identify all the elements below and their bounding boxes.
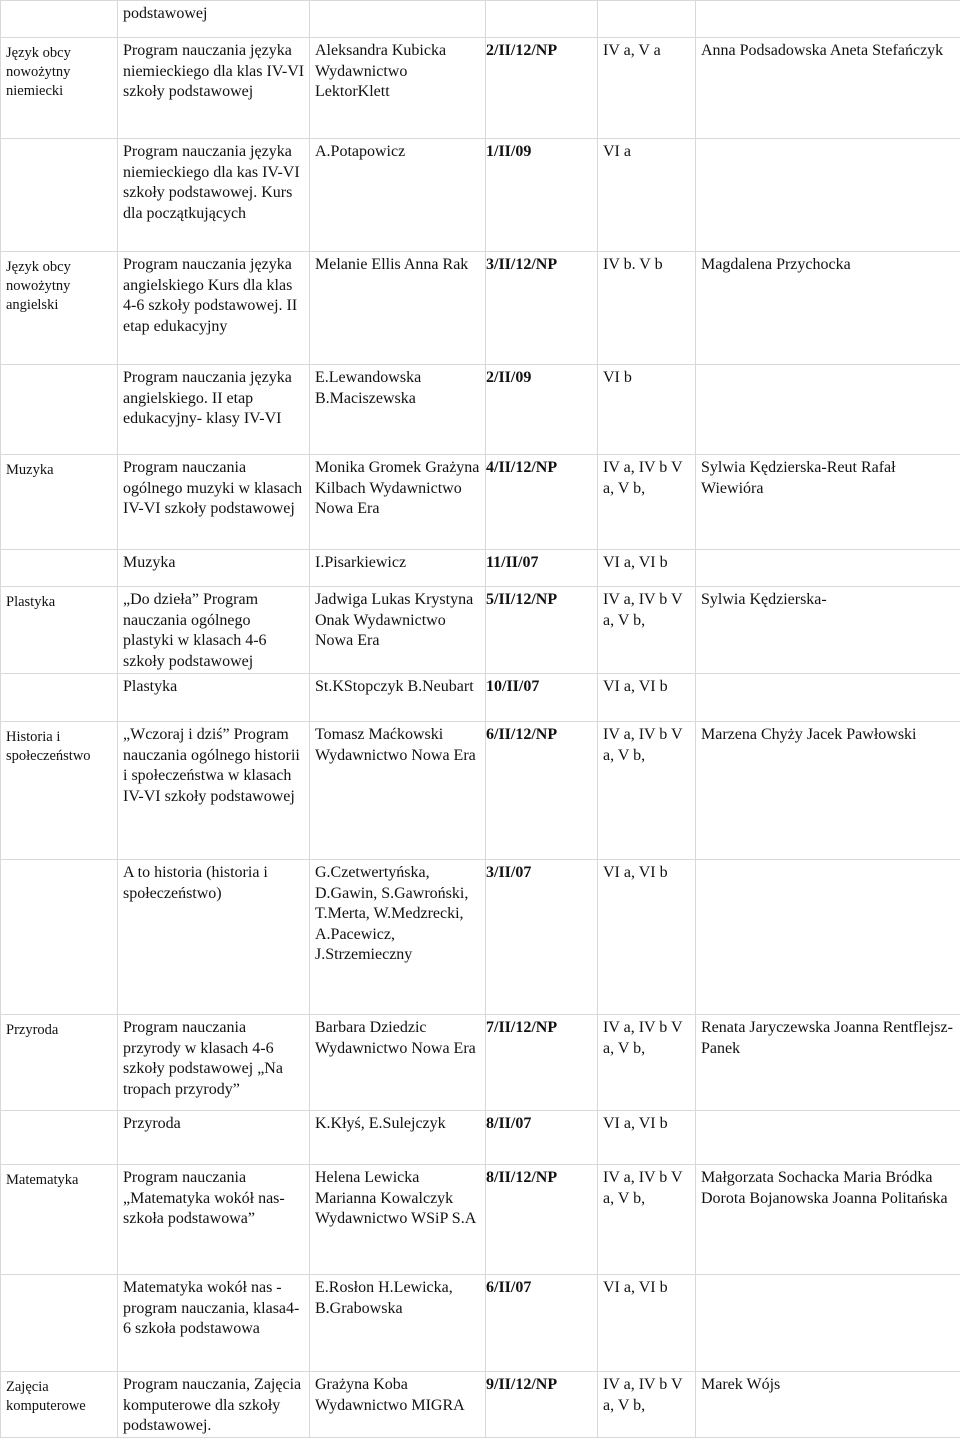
number-cell: 6/II/07 — [486, 1275, 598, 1372]
classes-cell: VI a, VI b — [598, 1111, 696, 1165]
table-row — [1, 252, 960, 365]
table-row — [1, 455, 960, 550]
program-cell: Przyroda — [118, 1111, 310, 1165]
program-cell: Program nauczania, Zajęcia komputerowe dla szkoły podstawowej. — [118, 1372, 310, 1438]
number-cell: 5/II/12/NP — [486, 587, 598, 674]
teachers-cell — [696, 550, 960, 587]
teachers-cell: Magdalena Przychocka — [696, 252, 960, 365]
subject-cell — [1, 1275, 118, 1372]
number-cell: 7/II/12/NP — [486, 1015, 598, 1111]
subject-cell: Język obcy nowożytny angielski — [1, 252, 118, 365]
table-row — [1, 674, 960, 722]
table-row — [1, 365, 960, 455]
table-row — [1, 550, 960, 587]
classes-cell: IV a, IV b V a, V b, — [598, 722, 696, 860]
table-row — [1, 722, 960, 860]
teachers-cell — [696, 365, 960, 455]
subject-cell — [1, 139, 118, 252]
program-cell: Program nauczania języka niemieckiego dla klas IV-VI szkoły podstawowej — [118, 38, 310, 139]
authors-cell: G.Czetwertyńska, D.Gawin, S.Gawroński, T.Merta, W.Medzrecki, A.Pacewicz, J.Strzemieczny — [310, 860, 486, 1015]
teachers-cell — [696, 1111, 960, 1165]
subject-cell — [1, 1111, 118, 1165]
teachers-cell — [696, 860, 960, 1015]
program-cell: „Do dzieła” Program nauczania ogólnego plastyki w klasach 4-6 szkoły podstawowej — [118, 587, 310, 674]
authors-cell: A.Potapowicz — [310, 139, 486, 252]
program-cell: Muzyka — [118, 550, 310, 587]
teachers-cell — [696, 139, 960, 252]
teachers-cell: Marek Wójs — [696, 1372, 960, 1438]
authors-cell: Barbara Dziedzic Wydawnictwo Nowa Era — [310, 1015, 486, 1111]
program-cell: „Wczoraj i dziś” Program nauczania ogólnego historii i społeczeństwa w klasach IV-VI szkoły podstawowej — [118, 722, 310, 860]
program-cell: Plastyka — [118, 674, 310, 722]
number-cell: 10/II/07 — [486, 674, 598, 722]
classes-cell: VI a, VI b — [598, 674, 696, 722]
table-row — [1, 860, 960, 1015]
authors-cell: Jadwiga Lukas Krystyna Onak Wydawnictwo Nowa Era — [310, 587, 486, 674]
teachers-cell — [696, 674, 960, 722]
teachers-cell: Renata Jaryczewska Joanna Rentflejsz-Panek — [696, 1015, 960, 1111]
classes-cell: IV a, V a — [598, 38, 696, 139]
subject-cell: Muzyka — [1, 455, 118, 550]
subject-cell — [1, 860, 118, 1015]
authors-cell: Melanie Ellis Anna Rak — [310, 252, 486, 365]
number-cell: 9/II/12/NP — [486, 1372, 598, 1438]
classes-cell: IV a, IV b V a, V b, — [598, 1372, 696, 1438]
program-cell: podstawowej — [118, 1, 310, 38]
subject-cell: Historia i społeczeństwo — [1, 722, 118, 860]
number-cell: 3/II/07 — [486, 860, 598, 1015]
program-cell: A to historia (historia i społeczeństwo) — [118, 860, 310, 1015]
number-cell: 11/II/07 — [486, 550, 598, 587]
subject-cell — [1, 365, 118, 455]
table-row — [1, 1015, 960, 1111]
number-cell: 8/II/07 — [486, 1111, 598, 1165]
program-cell: Program nauczania przyrody w klasach 4-6 szkoły podstawowej „Na tropach przyrody” — [118, 1015, 310, 1111]
program-cell: Program nauczania języka angielskiego Kurs dla klas 4-6 szkoły podstawowej. II etap edukacyjny — [118, 252, 310, 365]
program-cell: Program nauczania języka niemieckiego dla kas IV-VI szkoły podstawowej. Kurs dla początkujących — [118, 139, 310, 252]
subject-cell: Przyroda — [1, 1015, 118, 1111]
teachers-cell: Małgorzata Sochacka Maria Bródka Dorota Bojanowska Joanna Politańska — [696, 1165, 960, 1275]
authors-cell: Tomasz Maćkowski Wydawnictwo Nowa Era — [310, 722, 486, 860]
subject-cell — [1, 550, 118, 587]
subject-cell: Zajęcia komputerowe — [1, 1372, 118, 1438]
subject-cell — [1, 674, 118, 722]
number-cell: 1/II/09 — [486, 139, 598, 252]
table-row — [1, 1111, 960, 1165]
authors-cell: St.KStopczyk B.Neubart — [310, 674, 486, 722]
number-cell: 2/II/09 — [486, 365, 598, 455]
authors-cell: Grażyna Koba Wydawnictwo MIGRA — [310, 1372, 486, 1438]
teachers-cell: Sylwia Kędzierska- — [696, 587, 960, 674]
number-cell: 8/II/12/NP — [486, 1165, 598, 1275]
classes-cell: VI a, VI b — [598, 860, 696, 1015]
classes-cell: IV a, IV b V a, V b, — [598, 587, 696, 674]
number-cell: 3/II/12/NP — [486, 252, 598, 365]
program-cell: Program nauczania „Matematyka wokół nas- szkoła podstawowa” — [118, 1165, 310, 1275]
program-cell: Program nauczania ogólnego muzyki w klasach IV-VI szkoły podstawowej — [118, 455, 310, 550]
table-row — [1, 1372, 960, 1438]
classes-cell: IV a, IV b V a, V b, — [598, 1165, 696, 1275]
authors-cell: E.Rosłon H.Lewicka, B.Grabowska — [310, 1275, 486, 1372]
table-row — [1, 38, 960, 139]
classes-cell: VI a, VI b — [598, 550, 696, 587]
authors-cell: Monika Gromek Grażyna Kilbach Wydawnictwo Nowa Era — [310, 455, 486, 550]
number-cell: 6/II/12/NP — [486, 722, 598, 860]
subject-cell: Język obcy nowożytny niemiecki — [1, 38, 118, 139]
teachers-cell — [696, 1275, 960, 1372]
classes-cell: VI a, VI b — [598, 1275, 696, 1372]
table-row — [1, 587, 960, 674]
classes-cell: IV b. V b — [598, 252, 696, 365]
table-row — [1, 1275, 960, 1372]
classes-cell: VI b — [598, 365, 696, 455]
teachers-cell: Marzena Chyży Jacek Pawłowski — [696, 722, 960, 860]
authors-cell: E.Lewandowska B.Maciszewska — [310, 365, 486, 455]
authors-cell: I.Pisarkiewicz — [310, 550, 486, 587]
program-cell: Program nauczania języka angielskiego. II etap edukacyjny- klasy IV-VI — [118, 365, 310, 455]
program-cell: Matematyka wokół nas - program nauczania, klasa4-6 szkoła podstawowa — [118, 1275, 310, 1372]
authors-cell: Aleksandra Kubicka Wydawnictwo LektorKlett — [310, 38, 486, 139]
table-row — [1, 1, 960, 38]
number-cell: 2/II/12/NP — [486, 38, 598, 139]
authors-cell: K.Kłyś, E.Sulejczyk — [310, 1111, 486, 1165]
teachers-cell: Sylwia Kędzierska-Reut Rafał Wiewióra — [696, 455, 960, 550]
classes-cell: VI a — [598, 139, 696, 252]
teachers-cell: Anna Podsadowska Aneta Stefańczyk — [696, 38, 960, 139]
authors-cell: Helena Lewicka Marianna Kowalczyk Wydawnictwo WSiP S.A — [310, 1165, 486, 1275]
subject-cell: Plastyka — [1, 587, 118, 674]
classes-cell: IV a, IV b V a, V b, — [598, 1015, 696, 1111]
table-row — [1, 1165, 960, 1275]
subject-cell: Matematyka — [1, 1165, 118, 1275]
classes-cell: IV a, IV b V a, V b, — [598, 455, 696, 550]
number-cell: 4/II/12/NP — [486, 455, 598, 550]
table-row — [1, 139, 960, 252]
